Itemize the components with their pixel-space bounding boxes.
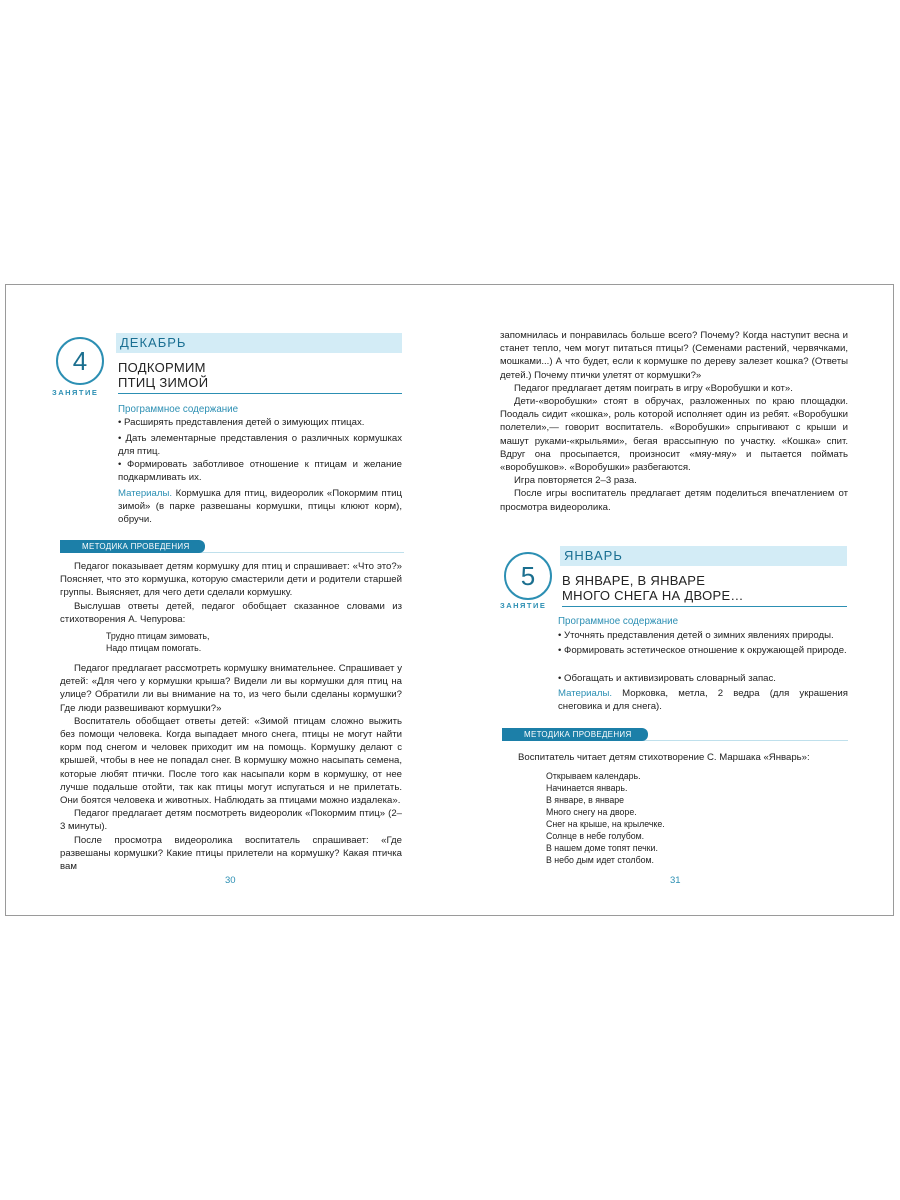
paragraph: Воспитатель читает детям стихотворение С. Маршака «Январь»: <box>518 752 810 763</box>
poem-line: В нашем доме топят печки. <box>546 843 658 853</box>
paragraph: Педагог предлагает детям посмотреть видеоролик «Покормим птиц» (2–3 минуты). <box>60 808 402 833</box>
paragraph: Воспитатель обобщает ответы детей: «Зимой птицам сложно выжить без помощи человека. Когда выпадает много снега, птицы не могут найти корм под снегом и человек приходит им на помощь. Кормушку делают с крышей, чтобы в нее не попадал снег. В кормушку можно насыпать семена, которые любят птички. После того как насыпали корм в кормушку, от нее лучше подальше отойти, так как птицы могут испугаться и не прилетать. Они боятся человека и животных. Наблюдать за птицами можно издалека». <box>60 715 402 807</box>
paragraph: запомнилась и понравилась больше всего? Почему? Когда наступит весна и станет тепло, чем могут питаться птицы? (Семенами растений, червячками, мошками...) А что будет, если к кормушке по дереву залезет кошка? (Ответы детей.) Почему птички улетят от кормушки?» <box>500 330 848 381</box>
lesson-title-line-1: В ЯНВАРЕ, В ЯНВАРЕ <box>562 573 706 588</box>
program-content-heading: Программное содержание <box>558 616 679 627</box>
month-header: ЯНВАРЬ <box>560 546 847 566</box>
paragraph: После просмотра видеоролика воспитатель спрашивает: «Где развешаны кормушки? Какие птицы прилетели на кормушку? Какая птичка вам <box>60 834 402 873</box>
lesson-title <box>118 360 402 394</box>
program-bullet: • Формировать заботливое отношение к птицам и желание подкармливать их. <box>118 459 402 484</box>
right-body-top <box>500 329 848 514</box>
left-page <box>6 285 450 915</box>
poem-line: Солнце в небе голубом. <box>546 831 645 841</box>
lesson-label: ЗАНЯТИЕ <box>500 601 547 610</box>
lesson-number-circle <box>56 337 104 385</box>
month-header: ДЕКАБРЬ <box>116 333 402 353</box>
book-spread <box>5 284 894 916</box>
program-bullet: • Обогащать и активизировать словарный запас. <box>558 673 776 684</box>
paragraph: Педагог показывает детям кормушку для птиц и спрашивает: «Что это?» Поясняет, что это кормушка, которую смастерили дети и родители старшей группы. Выясняет, для чего дети сделали кормушку. <box>60 561 402 599</box>
poem-line: Трудно птицам зимовать, <box>106 631 210 642</box>
paragraph: Игра повторяется 2–3 раза. <box>514 475 637 487</box>
paragraph: Педагог предлагает детям поиграть в игру «Воробушки и кот». <box>514 382 793 394</box>
materials-label: Материалы. <box>118 488 173 499</box>
paragraph: Выслушав ответы детей, педагог обобщает сказанное словами из стихотворения А. Чепурова: <box>60 600 402 625</box>
materials-text <box>118 487 402 527</box>
program-bullet: • Расширять представления детей о зимующих птицах. <box>118 417 365 428</box>
lesson-number: 5 <box>520 560 536 591</box>
poem-line: Надо птицам помогать. <box>106 643 202 654</box>
paragraph: Дети-«воробушки» стоят в обручах, разложенных по краю площадки. Поодаль сидит «кошка», роль которой исполняет один из ребят. «Воробушки полетели»,— говорит воспитатель. «Воробушки» спрыгивают с крыши и машут руками-«крыльями», бегая врассыпную по участку. «Кошка» спит. Вдруг она просыпается, произносит «мяу-мяу» и пытается поймать «воробушков». «Воробушки» разбегаются. <box>500 396 848 474</box>
paragraph: После игры воспитатель предлагает детям поделиться впечатлением от просмотра видеоролика. <box>500 488 848 513</box>
method-section-bar: МЕТОДИКА ПРОВЕДЕНИЯ <box>502 728 648 741</box>
paragraph: Педагог предлагает рассмотреть кормушку внимательнее. Спрашивает у детей: «Для чего у кормушки крыша? Видели ли вы кормушки для птиц на улице? Обратили ли вы внимание на то, из чего были сделаны кормушки? Где люди развешивают кормушки?» <box>60 663 402 714</box>
poem-line: В небо дым идет столбом. <box>546 855 654 865</box>
left-body <box>60 560 402 873</box>
lesson-title <box>562 573 847 607</box>
poem-line: Снег на крыше, на крылечке. <box>546 819 665 829</box>
materials-label: Материалы. <box>558 688 613 699</box>
poem-line: Много снегу на дворе. <box>546 807 637 817</box>
lesson-number: 4 <box>72 345 88 376</box>
lesson-title-line-2: ПТИЦ ЗИМОЙ <box>118 375 209 390</box>
poem-line: В январе, в январе <box>546 795 625 805</box>
materials-body: Кормушка для птиц, видеоролик «Покормим птиц зимой» (в парке развешаны кормушки, птицы клюют корм), обручи. <box>118 488 402 526</box>
materials-body: Морковка, метла, 2 ведра (для украшения снеговика и для снега). <box>558 688 848 713</box>
program-bullet: • Уточнять представления детей о зимних явлениях природы. <box>558 630 834 641</box>
lesson-label: ЗАНЯТИЕ <box>52 388 99 397</box>
lesson-title-line-2: МНОГО СНЕГА НА ДВОРЕ… <box>562 588 744 603</box>
poem-block <box>546 770 665 866</box>
method-section-bar: МЕТОДИКА ПРОВЕДЕНИЯ <box>60 540 205 553</box>
poem-line: Открываем календарь. <box>546 771 641 781</box>
lesson-title-line-1: ПОДКОРМИМ <box>118 360 206 375</box>
program-bullet: • Дать элементарные представления о различных кормушках для птиц. <box>118 433 402 458</box>
poem-block <box>60 630 402 654</box>
page-number: 30 <box>225 875 236 886</box>
program-bullet: • Формировать эстетическое отношение к окружающей природе. <box>558 645 847 656</box>
right-page <box>450 285 895 915</box>
materials-text <box>558 687 848 713</box>
lesson-number-circle <box>504 552 552 600</box>
program-content-heading: Программное содержание <box>118 404 239 415</box>
page-number: 31 <box>670 875 681 886</box>
poem-line: Начинается январь. <box>546 783 628 793</box>
